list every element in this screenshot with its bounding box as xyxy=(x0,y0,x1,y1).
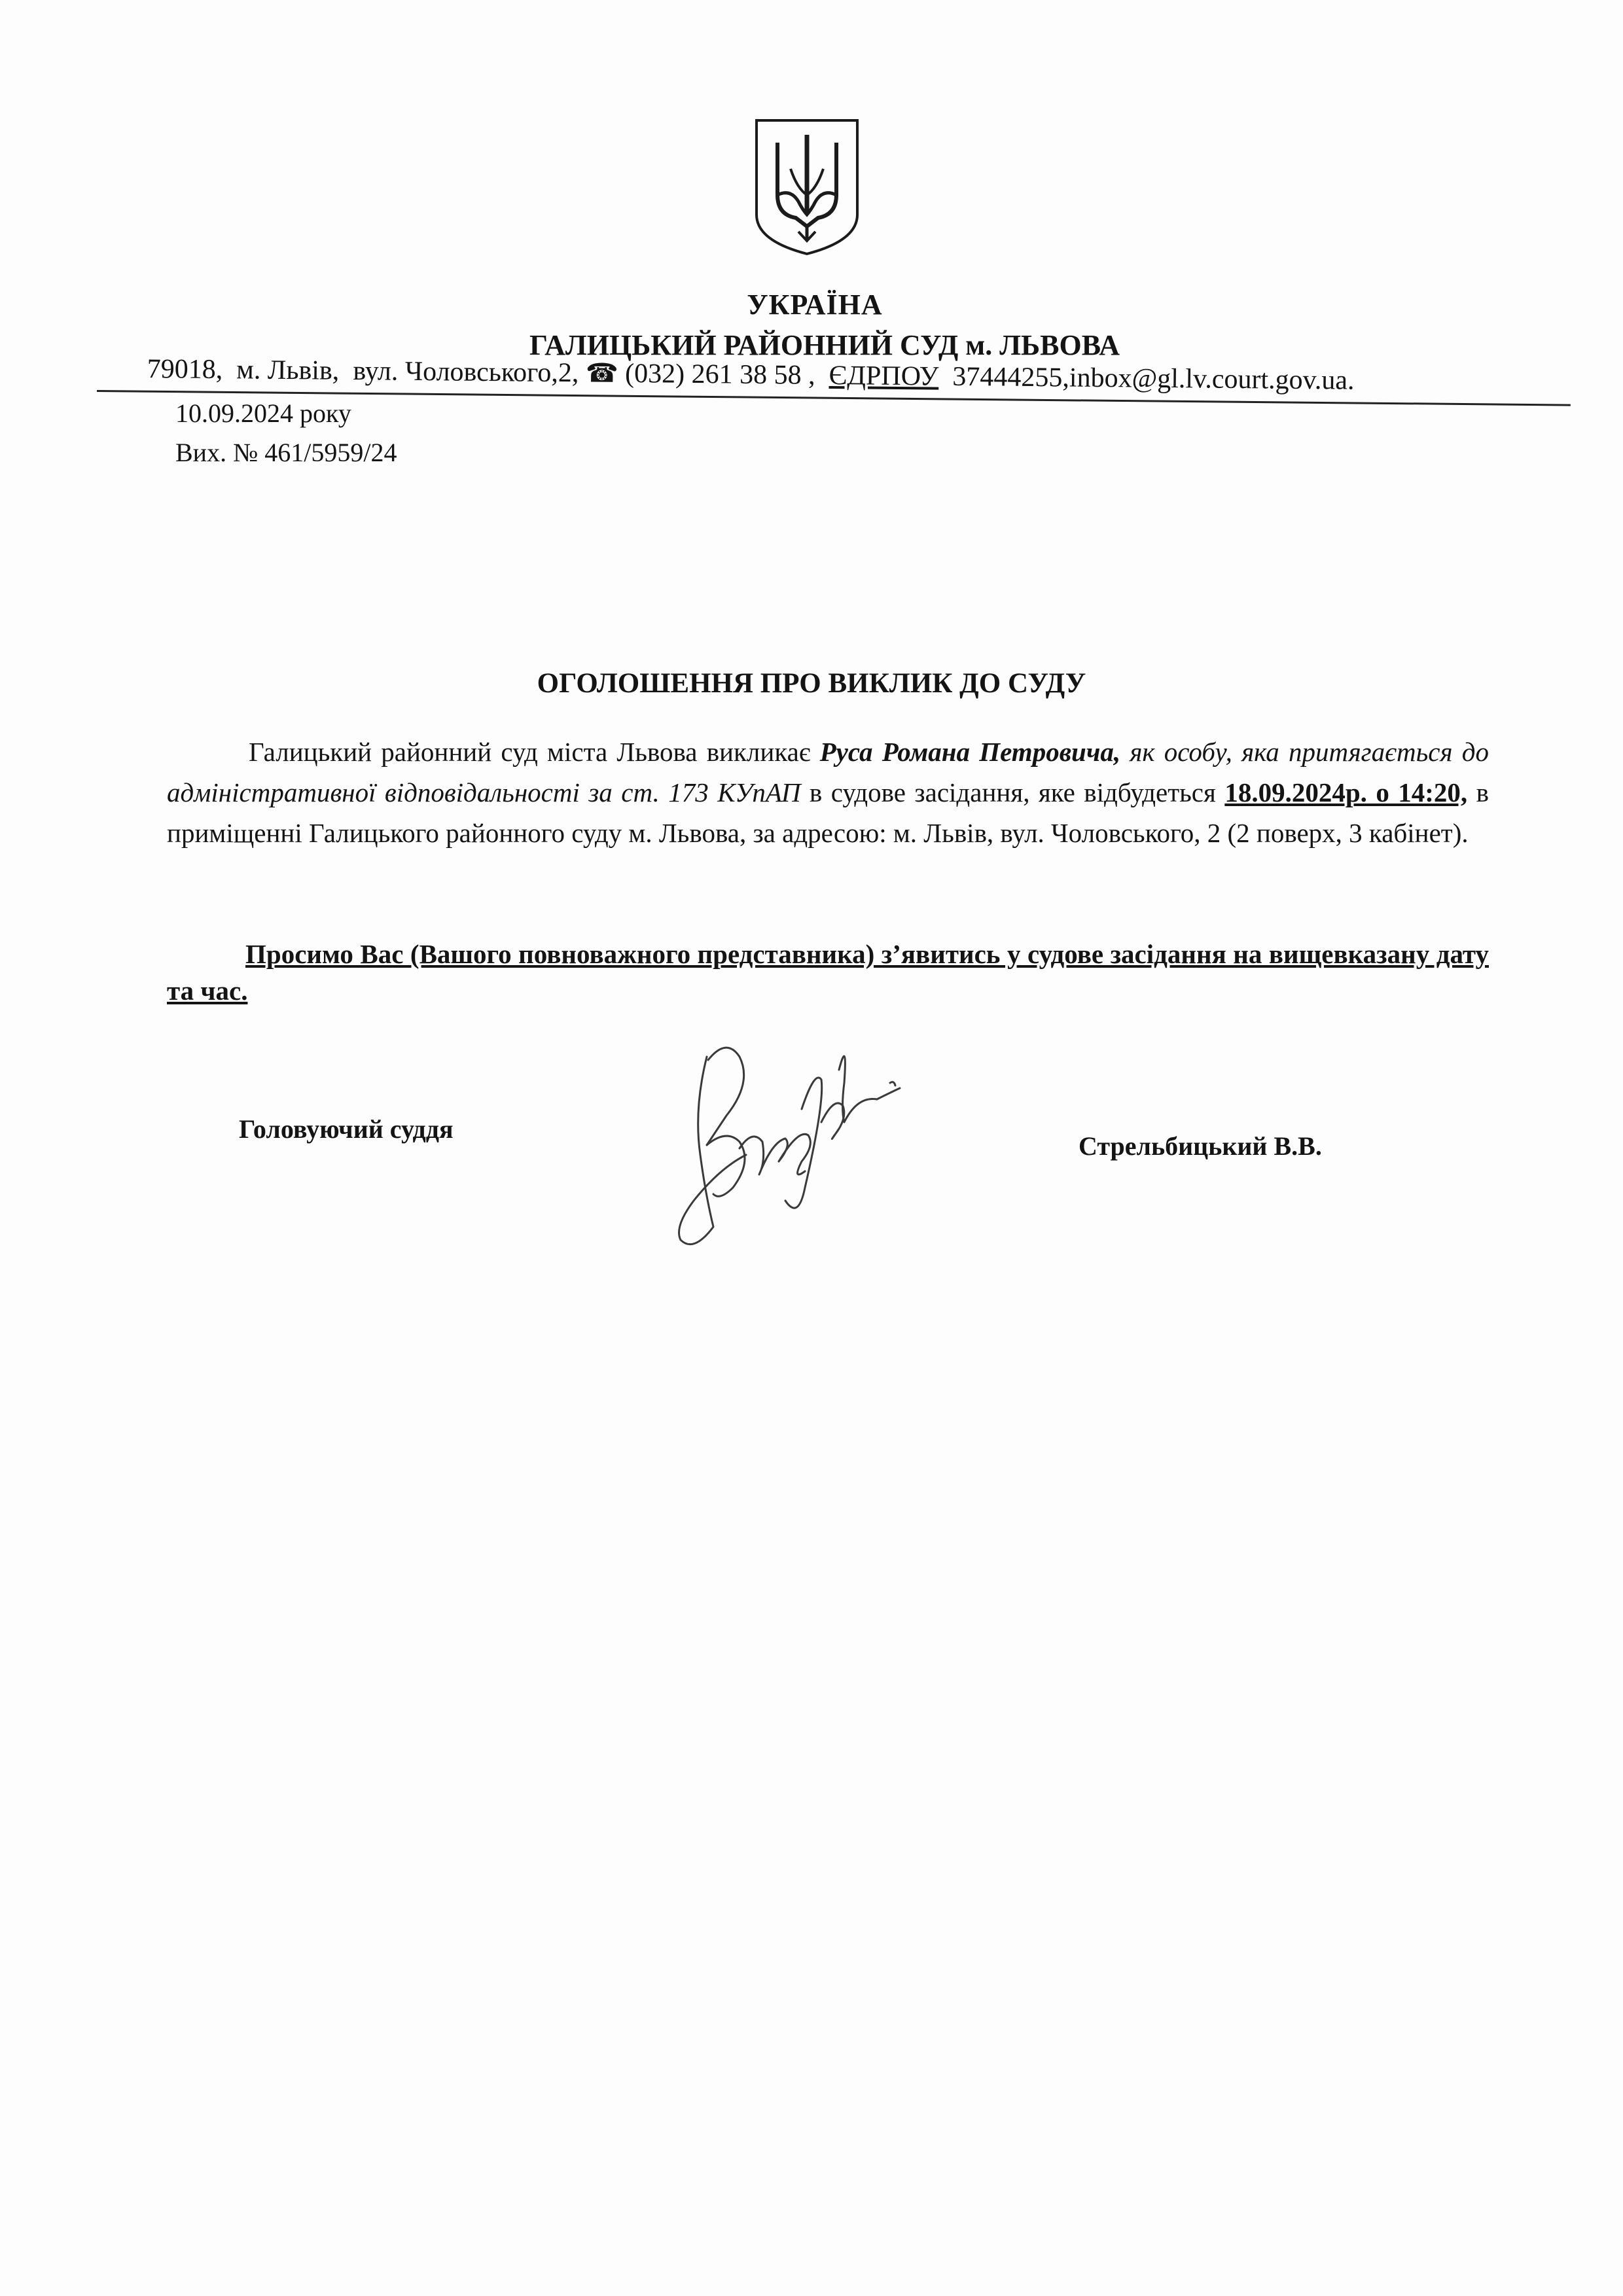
notice-title: ОГОЛОШЕННЯ ПРО ВИКЛИК ДО СУДУ xyxy=(537,668,1086,699)
street: вул. Чоловського,2, xyxy=(353,356,579,389)
court-heading: ГАЛИЦЬКИЙ РАЙОННИЙ СУД м. ЛЬВОВА xyxy=(529,329,1120,361)
trident-emblem-icon xyxy=(751,116,863,256)
paragraph-text-d: в приміщенні Галицького районного суду м. Львова, за адресою: м. Львів, вул. Чоловського, 2 (2 поверх, 3 кабінет). xyxy=(167,777,1489,848)
judge-name: Стрельбицький В.В. xyxy=(1079,1131,1322,1161)
handwritten-signature-icon xyxy=(668,1031,916,1256)
presiding-judge-title: Головуючий суддя xyxy=(239,1114,454,1144)
outgoing-number: Вих. № 461/5959/24 xyxy=(175,438,397,467)
telephone-icon: ☎ xyxy=(585,358,618,388)
document-date: 10.09.2024 року xyxy=(175,398,351,428)
paragraph-text-a: Галицький районний суд міста Львова викликає xyxy=(249,737,820,767)
phone-number: (032) 261 38 58 , xyxy=(624,359,815,391)
postal-code: 79018, xyxy=(147,353,223,385)
hearing-datetime: 18.09.2024р. о 14:20, xyxy=(1224,777,1468,807)
paragraph-text-c: в судове засідання, яке відбудеться xyxy=(800,777,1225,807)
paragraph-text-b: як особу, яка притягається до адміністративної відповідальності за ст. 173 КУпАП xyxy=(167,737,1489,807)
notice-paragraph xyxy=(167,732,1489,853)
summoned-person-name: Руса Романа Петровича, xyxy=(819,737,1121,767)
edrpou-label: ЄДРПОУ xyxy=(829,361,939,392)
city: м. Львів, xyxy=(236,355,340,386)
appearance-request: Просимо Вас (Вашого повноважного представника) з’явитись у судове засідання на вищевказану дату та час. xyxy=(167,939,1489,1006)
edrpou-and-email: 37444255,inbox@gl.lv.court.gov.ua. xyxy=(952,361,1355,396)
country-heading: УКРАЇНА xyxy=(747,289,883,321)
